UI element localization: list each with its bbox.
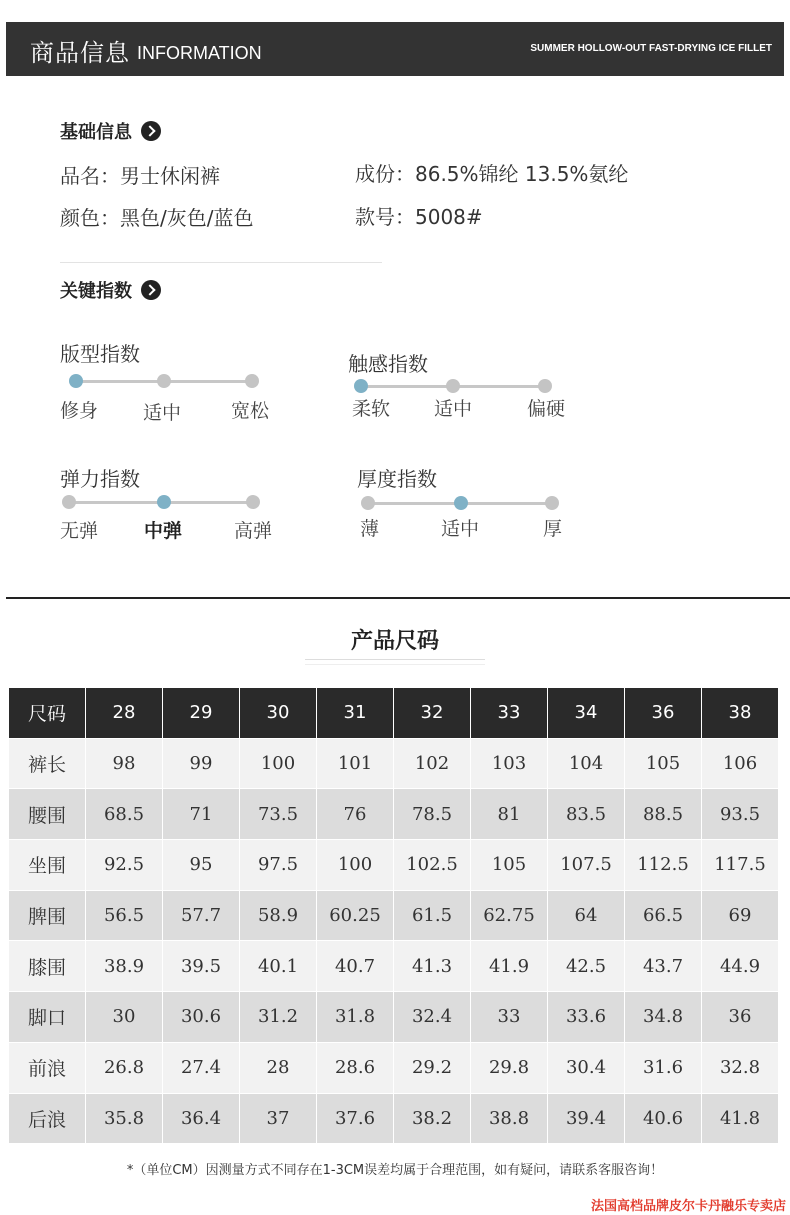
table-cell: 78.5 bbox=[394, 789, 471, 840]
table-cell: 40.7 bbox=[317, 941, 394, 992]
table-cell: 28.6 bbox=[317, 1042, 394, 1093]
table-cell: 38.8 bbox=[471, 1093, 548, 1144]
table-cell: 27.4 bbox=[163, 1042, 240, 1093]
table-cell: 98 bbox=[86, 738, 163, 789]
size-table bbox=[8, 687, 779, 1144]
scale-dot bbox=[361, 496, 375, 510]
table-row bbox=[9, 1042, 779, 1093]
table-cell: 58.9 bbox=[240, 890, 317, 941]
table-cell: 44.9 bbox=[702, 941, 779, 992]
header-cell: 38 bbox=[702, 688, 779, 739]
section-divider bbox=[6, 597, 790, 599]
table-cell: 36.4 bbox=[163, 1093, 240, 1144]
fit-index-scale bbox=[69, 371, 259, 391]
table-cell: 30.6 bbox=[163, 992, 240, 1043]
table-cell: 40.1 bbox=[240, 941, 317, 992]
table-cell: 106 bbox=[702, 738, 779, 789]
table-cell: 32.4 bbox=[394, 992, 471, 1043]
touch-index-label: 适中 bbox=[434, 398, 473, 420]
table-cell: 104 bbox=[548, 738, 625, 789]
table-cell: 35.8 bbox=[86, 1093, 163, 1144]
table-cell: 76 bbox=[317, 789, 394, 840]
elasticity-index-label: 无弹 bbox=[60, 520, 99, 542]
table-cell: 112.5 bbox=[625, 840, 702, 891]
row-label: 前浪 bbox=[9, 1042, 86, 1093]
table-cell: 41.8 bbox=[702, 1093, 779, 1144]
header-cell: 36 bbox=[625, 688, 702, 739]
touch-index-scale bbox=[354, 376, 552, 396]
elasticity-index-scale bbox=[62, 492, 260, 512]
key-index-heading bbox=[60, 277, 161, 303]
table-row bbox=[9, 890, 779, 941]
table-cell: 101 bbox=[317, 738, 394, 789]
scale-dot bbox=[538, 379, 552, 393]
table-cell: 62.75 bbox=[471, 890, 548, 941]
row-label: 脚口 bbox=[9, 992, 86, 1043]
row-label: 裤长 bbox=[9, 738, 86, 789]
header-subtitle: SUMMER HOLLOW-OUT FAST-DRYING ICE FILLET bbox=[530, 43, 772, 54]
table-cell: 105 bbox=[625, 738, 702, 789]
table-cell: 39.4 bbox=[548, 1093, 625, 1144]
table-cell: 29.8 bbox=[471, 1042, 548, 1093]
table-cell: 30 bbox=[86, 992, 163, 1043]
scale-dot bbox=[157, 495, 171, 509]
row-label: 后浪 bbox=[9, 1093, 86, 1144]
table-cell: 102 bbox=[394, 738, 471, 789]
table-cell: 34.8 bbox=[625, 992, 702, 1043]
table-cell: 37 bbox=[240, 1093, 317, 1144]
touch-index-label: 柔软 bbox=[352, 398, 391, 420]
table-cell: 31.6 bbox=[625, 1042, 702, 1093]
table-row bbox=[9, 992, 779, 1043]
size-chart-title: 产品尺码 bbox=[350, 629, 439, 654]
table-cell: 93.5 bbox=[702, 789, 779, 840]
key-index-title: 关键指数 bbox=[60, 281, 132, 302]
table-cell: 71 bbox=[163, 789, 240, 840]
elasticity-index-label: 中弹 bbox=[144, 520, 183, 542]
header-bar bbox=[6, 22, 784, 76]
table-cell: 60.25 bbox=[317, 890, 394, 941]
header-cell: 32 bbox=[394, 688, 471, 739]
scale-dot bbox=[69, 374, 83, 388]
table-cell: 43.7 bbox=[625, 941, 702, 992]
basic-info-heading bbox=[60, 118, 161, 144]
table-cell: 81 bbox=[471, 789, 548, 840]
table-cell: 33 bbox=[471, 992, 548, 1043]
table-cell: 68.5 bbox=[86, 789, 163, 840]
table-cell: 83.5 bbox=[548, 789, 625, 840]
row-label: 坐围 bbox=[9, 840, 86, 891]
table-cell: 107.5 bbox=[548, 840, 625, 891]
table-cell: 38.9 bbox=[86, 941, 163, 992]
scale-dot bbox=[446, 379, 460, 393]
table-cell: 69 bbox=[702, 890, 779, 941]
fit-index-label: 宽松 bbox=[231, 400, 270, 422]
chevron-right-icon bbox=[141, 280, 161, 300]
header-cell: 31 bbox=[317, 688, 394, 739]
table-cell: 61.5 bbox=[394, 890, 471, 941]
fit-index-label: 适中 bbox=[143, 402, 182, 424]
table-cell: 97.5 bbox=[240, 840, 317, 891]
table-cell: 31.8 bbox=[317, 992, 394, 1043]
header-cell: 34 bbox=[548, 688, 625, 739]
table-cell: 30.4 bbox=[548, 1042, 625, 1093]
header-cell: 30 bbox=[240, 688, 317, 739]
basic-info-title: 基础信息 bbox=[60, 122, 132, 143]
elasticity-index-title: 弹力指数 bbox=[60, 467, 140, 491]
product-style-number: 款号：5008# bbox=[355, 205, 483, 229]
scale-dot bbox=[157, 374, 171, 388]
table-cell: 99 bbox=[163, 738, 240, 789]
table-cell: 103 bbox=[471, 738, 548, 789]
table-row bbox=[9, 1093, 779, 1144]
product-name: 品名：男士休闲裤 bbox=[60, 164, 220, 188]
header-title-en: INFORMATION bbox=[137, 43, 262, 63]
table-cell: 56.5 bbox=[86, 890, 163, 941]
row-label: 腰围 bbox=[9, 789, 86, 840]
thickness-index-label: 薄 bbox=[360, 518, 380, 540]
table-cell: 92.5 bbox=[86, 840, 163, 891]
header-cell: 28 bbox=[86, 688, 163, 739]
table-row bbox=[9, 840, 779, 891]
scale-dot bbox=[354, 379, 368, 393]
table-row bbox=[9, 738, 779, 789]
table-cell: 28 bbox=[240, 1042, 317, 1093]
row-label: 脾围 bbox=[9, 890, 86, 941]
shop-name: 法国高档品牌皮尔卡丹融乐专卖店 bbox=[590, 1199, 786, 1214]
scale-dot bbox=[246, 495, 260, 509]
scale-dot bbox=[62, 495, 76, 509]
table-cell: 102.5 bbox=[394, 840, 471, 891]
table-cell: 105 bbox=[471, 840, 548, 891]
elasticity-index-label: 高弹 bbox=[234, 520, 273, 542]
product-composition: 成份：86.5%锦纶 13.5%氨纶 bbox=[355, 162, 629, 186]
product-color: 颜色：黑色/灰色/蓝色 bbox=[60, 206, 254, 230]
thickness-index-scale bbox=[361, 493, 559, 513]
table-cell: 66.5 bbox=[625, 890, 702, 941]
table-cell: 26.8 bbox=[86, 1042, 163, 1093]
fit-index-title: 版型指数 bbox=[60, 342, 140, 366]
table-cell: 73.5 bbox=[240, 789, 317, 840]
table-cell: 41.3 bbox=[394, 941, 471, 992]
measurement-note: *（单位CM）因测量方式不同存在1-3CM误差均属于合理范围，如有疑问，请联系客服咨询！ bbox=[126, 1163, 664, 1178]
table-cell: 40.6 bbox=[625, 1093, 702, 1144]
fit-index-label: 修身 bbox=[60, 400, 99, 422]
scale-dot bbox=[454, 496, 468, 510]
table-cell: 100 bbox=[240, 738, 317, 789]
title-underline bbox=[305, 659, 485, 665]
size-header-row bbox=[9, 688, 779, 739]
table-cell: 57.7 bbox=[163, 890, 240, 941]
table-row bbox=[9, 789, 779, 840]
chevron-right-icon bbox=[141, 121, 161, 141]
scale-dot bbox=[545, 496, 559, 510]
divider bbox=[60, 262, 382, 263]
thickness-index-title: 厚度指数 bbox=[357, 467, 437, 491]
table-row bbox=[9, 941, 779, 992]
table-cell: 36 bbox=[702, 992, 779, 1043]
table-cell: 29.2 bbox=[394, 1042, 471, 1093]
table-cell: 33.6 bbox=[548, 992, 625, 1043]
table-cell: 42.5 bbox=[548, 941, 625, 992]
table-cell: 117.5 bbox=[702, 840, 779, 891]
header-cell: 尺码 bbox=[9, 688, 86, 739]
thickness-index-label: 适中 bbox=[441, 518, 480, 540]
header-title-cn: 商品信息 bbox=[30, 39, 130, 67]
table-cell: 88.5 bbox=[625, 789, 702, 840]
table-cell: 31.2 bbox=[240, 992, 317, 1043]
table-cell: 32.8 bbox=[702, 1042, 779, 1093]
header-cell: 33 bbox=[471, 688, 548, 739]
touch-index-title: 触感指数 bbox=[348, 352, 428, 376]
scale-dot bbox=[245, 374, 259, 388]
table-cell: 37.6 bbox=[317, 1093, 394, 1144]
table-cell: 41.9 bbox=[471, 941, 548, 992]
touch-index-label: 偏硬 bbox=[527, 398, 566, 420]
table-cell: 39.5 bbox=[163, 941, 240, 992]
size-table-body bbox=[9, 738, 779, 1144]
table-cell: 95 bbox=[163, 840, 240, 891]
table-cell: 64 bbox=[548, 890, 625, 941]
table-cell: 100 bbox=[317, 840, 394, 891]
thickness-index-label: 厚 bbox=[543, 518, 563, 540]
row-label: 膝围 bbox=[9, 941, 86, 992]
header-cell: 29 bbox=[163, 688, 240, 739]
table-cell: 38.2 bbox=[394, 1093, 471, 1144]
